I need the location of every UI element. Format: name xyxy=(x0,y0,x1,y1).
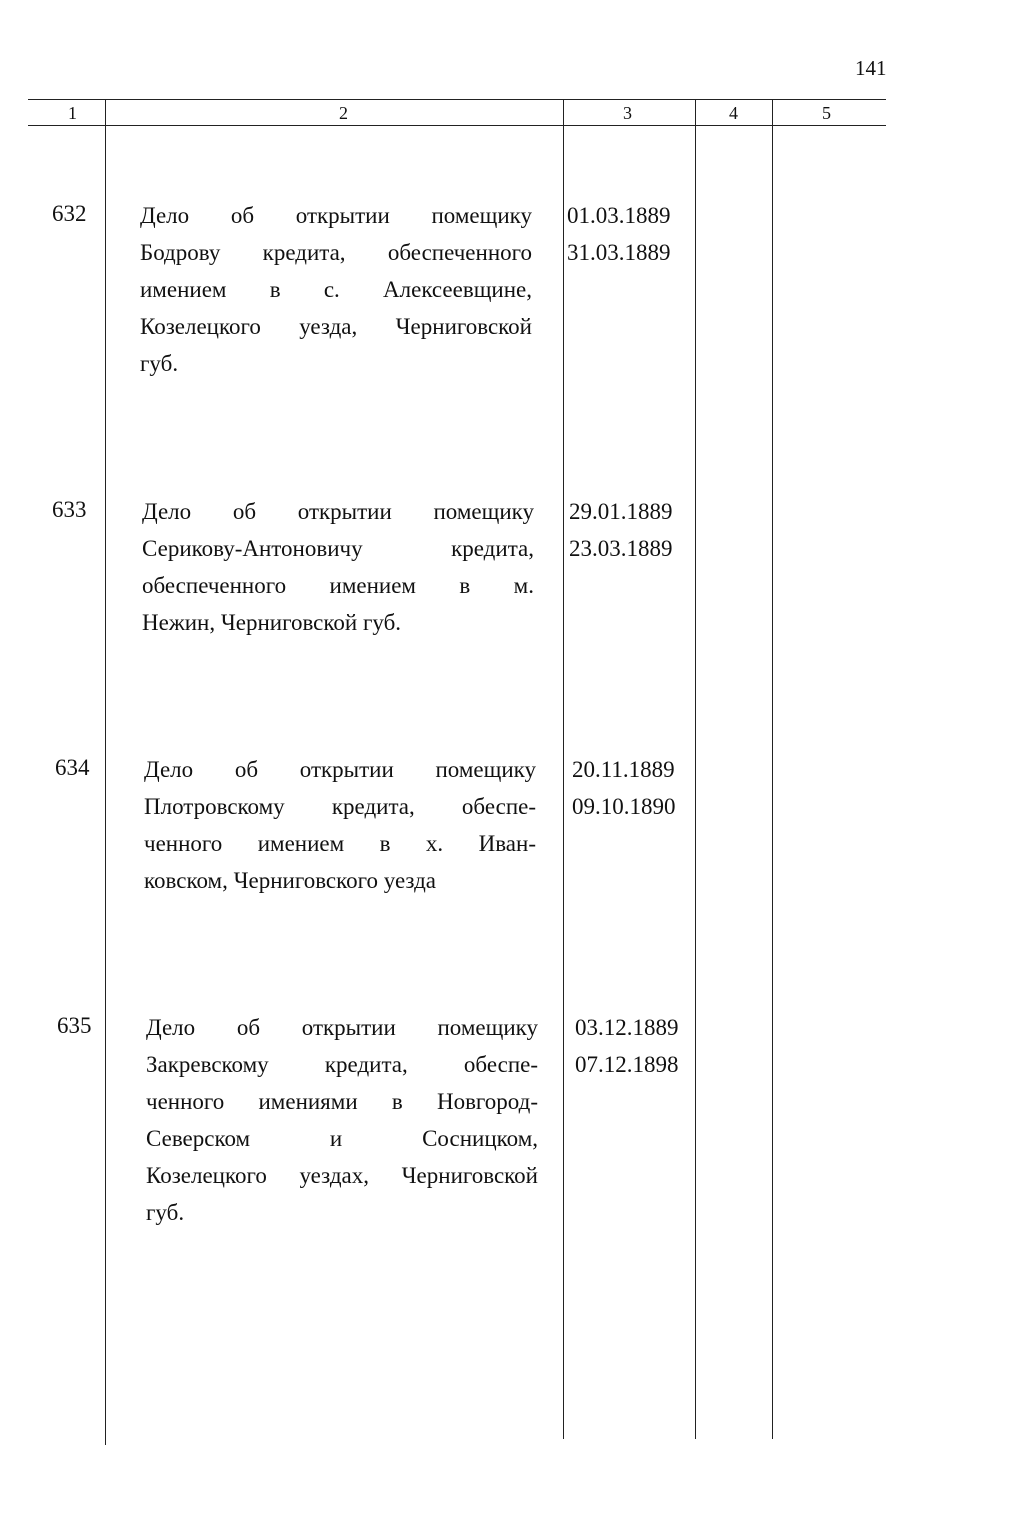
entry-dates xyxy=(572,751,676,825)
description-line: Бодрову кредита, обеспеченного xyxy=(140,240,532,265)
column-header-1: 1 xyxy=(68,103,77,123)
date-end: 31.03.1889 xyxy=(567,240,671,265)
description-line: Закревскому кредита, обеспе- xyxy=(146,1052,538,1077)
entry-dates xyxy=(575,1009,679,1083)
entry-number: 633 xyxy=(52,497,87,522)
column-divider-1 xyxy=(105,99,106,1445)
description-line: Нежин, Черниговской губ. xyxy=(142,610,402,635)
column-divider-4 xyxy=(772,99,773,1439)
column-divider-3 xyxy=(695,99,696,1439)
entry-description xyxy=(146,1009,538,1231)
column-header-3: 3 xyxy=(623,103,632,123)
description-line: Дело об открытии помещику xyxy=(146,1015,538,1040)
description-line: губ. xyxy=(146,1200,185,1225)
entry-dates xyxy=(567,197,671,271)
column-header-5: 5 xyxy=(822,103,831,123)
description-line: Плотровскому кредита, обеспе- xyxy=(144,794,536,819)
description-line: Дело об открытии помещику xyxy=(142,499,534,524)
description-line: Козелецкого уезда, Черниговской xyxy=(140,314,532,339)
entry-description xyxy=(144,751,536,899)
date-end: 09.10.1890 xyxy=(572,794,676,819)
column-header-4: 4 xyxy=(729,103,738,123)
entry-dates xyxy=(569,493,673,567)
description-line: ченного имениями в Новгород- xyxy=(146,1089,538,1114)
entry-number: 635 xyxy=(57,1013,92,1038)
description-line: Дело об открытии помещику xyxy=(144,757,536,782)
column-divider-2 xyxy=(563,99,564,1439)
date-end: 07.12.1898 xyxy=(575,1052,679,1077)
entry-number: 634 xyxy=(55,755,90,780)
date-start: 29.01.1889 xyxy=(569,499,673,524)
table-top-rule xyxy=(28,99,886,100)
description-line: Северском и Сосницком, xyxy=(146,1126,538,1151)
entry-description xyxy=(140,197,532,382)
description-line: Козелецкого уездах, Черниговской xyxy=(146,1163,538,1188)
description-line: обеспеченного имением в м. xyxy=(142,573,534,598)
date-start: 20.11.1889 xyxy=(572,757,675,782)
description-line: Дело об открытии помещику xyxy=(140,203,532,228)
description-line: Серикову-Антоновичу кредита, xyxy=(142,536,534,561)
entry-number: 632 xyxy=(52,201,87,226)
page-number: 141 xyxy=(855,56,887,80)
column-header-2: 2 xyxy=(339,103,348,123)
entry-description xyxy=(142,493,534,641)
description-line: ченного имением в х. Иван- xyxy=(144,831,536,856)
description-line: ковском, Черниговского уезда xyxy=(144,868,437,893)
date-start: 03.12.1889 xyxy=(575,1015,679,1040)
table-header-rule xyxy=(28,125,886,126)
date-start: 01.03.1889 xyxy=(567,203,671,228)
date-end: 23.03.1889 xyxy=(569,536,673,561)
description-line: имением в с. Алексеевщине, xyxy=(140,277,532,302)
description-line: губ. xyxy=(140,351,179,376)
